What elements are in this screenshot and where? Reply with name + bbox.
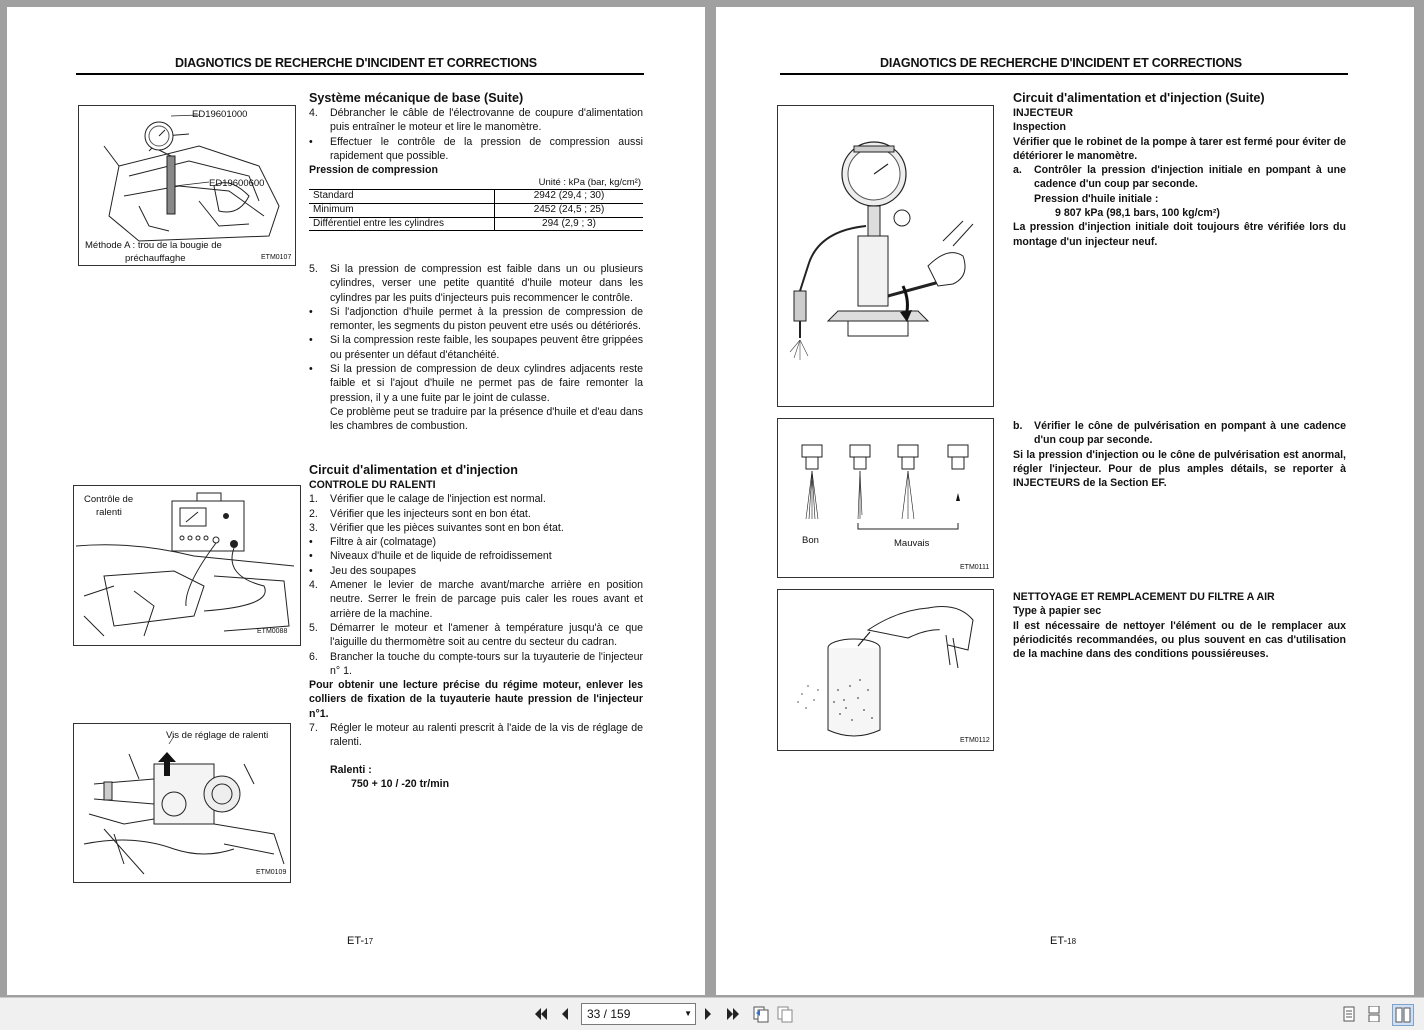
page-number: ET-18 [1050,935,1077,947]
paragraph: Si la pression d'injection ou le cône de pulvérisation est anormal, régler l'injecteur. Pour de plus amples détails, se reporter à INJECTEURS de la Section EF. [1013,448,1346,490]
section-title: Système mécanique de base (Suite) [309,91,524,105]
left-text-column-top [309,90,643,231]
bullet-item: • Si la compression reste faible, les soupapes peuvent être grippées ou présenter un défaut d'étanchéité. [309,334,643,361]
numbered-item: 1. Vérifier que le calage de l'injection est normal. [309,493,546,506]
right-text-column-bottom [1013,590,1346,661]
continuous-page-icon[interactable] [1364,1004,1384,1024]
page-number: ET-17 [347,935,374,947]
idle-speed-value: 750 + 10 / -20 tr/min [351,777,450,790]
spray-good-label: Bon [802,535,819,546]
page-header: DIAGNOTICS DE RECHERCHE D'INCIDENT ET CORRECTIONS [880,56,1242,70]
prev-page-icon[interactable] [555,1004,575,1024]
figure-code: ETM0111 [960,564,990,571]
subsection-title: INJECTEUR [1013,107,1074,119]
subsection-title: Pression de compression [309,164,438,177]
numbered-item: 2. Vérifier que les injecteurs sont en bon état. [309,507,531,520]
next-view-icon[interactable] [775,1004,795,1024]
facing-pages-icon[interactable] [1392,1004,1414,1026]
idle-check-figure [73,485,301,646]
compression-gauge-figure [78,105,296,266]
bold-note: Pour obtenir une lecture précise du régime moteur, enlever les colliers de fixation de la tuyauterie haute pression de l'injecteur n°1. [309,679,643,720]
part-number-label: ED19600600 [209,178,265,189]
prev-view-icon[interactable] [751,1004,771,1024]
chevron-down-icon[interactable]: ▼ [684,1009,692,1018]
air-filter-figure [777,589,994,751]
figure-label: Contrôle de [84,494,134,505]
header-rule [76,73,644,75]
subsection-title: Inspection [1013,121,1066,134]
injection-pump-drawing [74,724,290,882]
bullet-item: • Filtre à air (colmatage) [309,536,436,549]
idle-screw-figure [73,723,291,883]
idle-speed-label: Ralenti : [330,763,372,776]
single-page-icon[interactable] [1339,1004,1359,1024]
subsection-title: Type à papier sec [1013,605,1102,618]
numbered-item: 5. Démarrer le moteur et l'amener à température jusqu'à ce que l'aiguille du thermomètre soit au centre du secteur du cadran. [309,621,643,649]
navigation-toolbar [0,997,1424,1030]
right-text-column-top [1013,90,1346,249]
header-rule [780,73,1348,75]
bullet-item: • Niveaux d'huile et de liquide de refroidissement [309,550,552,563]
page-number-value: 33 / 159 [587,1007,631,1021]
table-row: Standard 2942 (29,4 ; 30) [309,190,643,204]
figure-caption: Méthode A : trou de la bougie de [85,240,222,251]
pressure-label: Pression d'huile initiale : [1034,192,1159,205]
last-page-icon[interactable] [723,1004,743,1024]
figure-label: Vis de réglage de ralenti [166,730,269,741]
injector-tester-drawing [778,106,993,406]
section-title: Circuit d'alimentation et d'injection [309,463,518,477]
spray-pattern-drawing [778,419,993,577]
next-page-icon[interactable] [698,1004,718,1024]
page-header: DIAGNOTICS DE RECHERCHE D'INCIDENT ET CORRECTIONS [175,56,537,70]
compression-table [309,189,643,231]
spray-bad-label: Mauvais [894,538,930,549]
table-row: Minimum 2452 (24,5 ; 25) [309,204,643,218]
numbered-item: 3. Vérifier que les pièces suivantes sont en bon état. [309,521,564,534]
bullet-item: • Si l'adjonction d'huile permet à la pression de compression de remonter, les segments du piston peuvent etre usés ou détériorés. [309,305,643,333]
injector-tester-figure [777,105,994,407]
first-page-icon[interactable] [531,1004,551,1024]
section-title: Circuit d'alimentation et d'injection (Suite) [1013,91,1265,105]
bullet-item: • Effectuer le contrôle de la pression de compression aussi rapidement que possible. [309,135,643,162]
bullet-item: • Jeu des soupapes [309,564,416,577]
left-text-column-mid [309,262,643,434]
paragraph: La pression d'injection initiale doit toujours être vérifiée lors du montage d'un injecteur neuf. [1013,221,1346,248]
air-filter-drawing [778,590,993,750]
figure-code: ETM0109 [256,869,287,876]
numbered-item: 4. Amener le levier de marche avant/marche arrière en position neutre. Serrer le frein de parcage puis caler les roues avant et arrière de la machine. [309,579,643,620]
lettered-item: a. Contrôler la pression d'injection initiale en pompant à une cadence d'un coup par seconde. [1013,164,1346,191]
subsection-title: CONTROLE DU RALENTI [309,479,436,491]
spray-pattern-figure [777,418,994,578]
left-page [7,7,705,995]
numbered-item: 7. Régler le moteur au ralenti prescrit à l'aide de la vis de réglage de ralenti. [309,722,643,749]
right-page [716,7,1414,995]
pressure-value: 9 807 kPa (98,1 bars, 100 kg/cm²) [1055,207,1220,220]
figure-label: ralenti [96,507,122,518]
bullet-item: • Si la pression de compression de deux cylindres adjacents reste faible et si l'ajout d'huile ne permet pas de faire remonter la pression, il y a une fuite par le joint de culasse. [309,363,643,404]
page-number-select[interactable] [581,1003,696,1025]
paragraph: Vérifier que le robinet de la pompe à tarer est fermé pour éviter de détériorer le manomètre. [1013,135,1346,162]
numbered-item: 6. Brancher la touche du compte-tours sur la tuyauterie de l'injecteur n° 1. [309,650,643,677]
paragraph: Il est nécessaire de nettoyer l'élément ou de le remplacer aux périodicités recommandées, ou plus souvent en cas d'utilisation de la machine dans des conditions poussiéreuses. [1013,619,1346,661]
right-text-column-mid [1013,419,1346,490]
table-row: Différentiel entre les cylindres 294 (2,9 ; 3) [309,217,643,231]
left-text-column-bottom [309,462,643,791]
figure-caption: préchauffaghe [125,253,186,264]
figure-code: ETM0107 [261,254,292,261]
section-title: NETTOYAGE ET REMPLACEMENT DU FILTRE A AIR [1013,591,1275,603]
unit-label: Unité : kPa (bar, kg/cm²) [538,177,641,189]
numbered-item: 5. Si la pression de compression est faible dans un ou plusieurs cylindres, verser une petite quantité d'huile moteur dans les cylindres par les puits d'injecteurs puis recommencer le contrôle. [309,263,643,304]
numbered-item: 4. Débrancher le câble de l'électrovanne de coupure d'alimentation puis entraîner le moteur et lire le manomètre. [309,107,643,134]
part-number-label: ED19601000 [192,109,248,120]
lettered-item: b. Vérifier le cône de pulvérisation en pompant à une cadence d'un coup par seconde. [1013,420,1346,447]
figure-code: ETM0088 [257,628,288,635]
figure-code: ETM0112 [960,737,990,744]
bullet-continuation: Ce problème peut se traduire par la présence d'huile et d'eau dans les chambres de combustion. [330,405,643,433]
